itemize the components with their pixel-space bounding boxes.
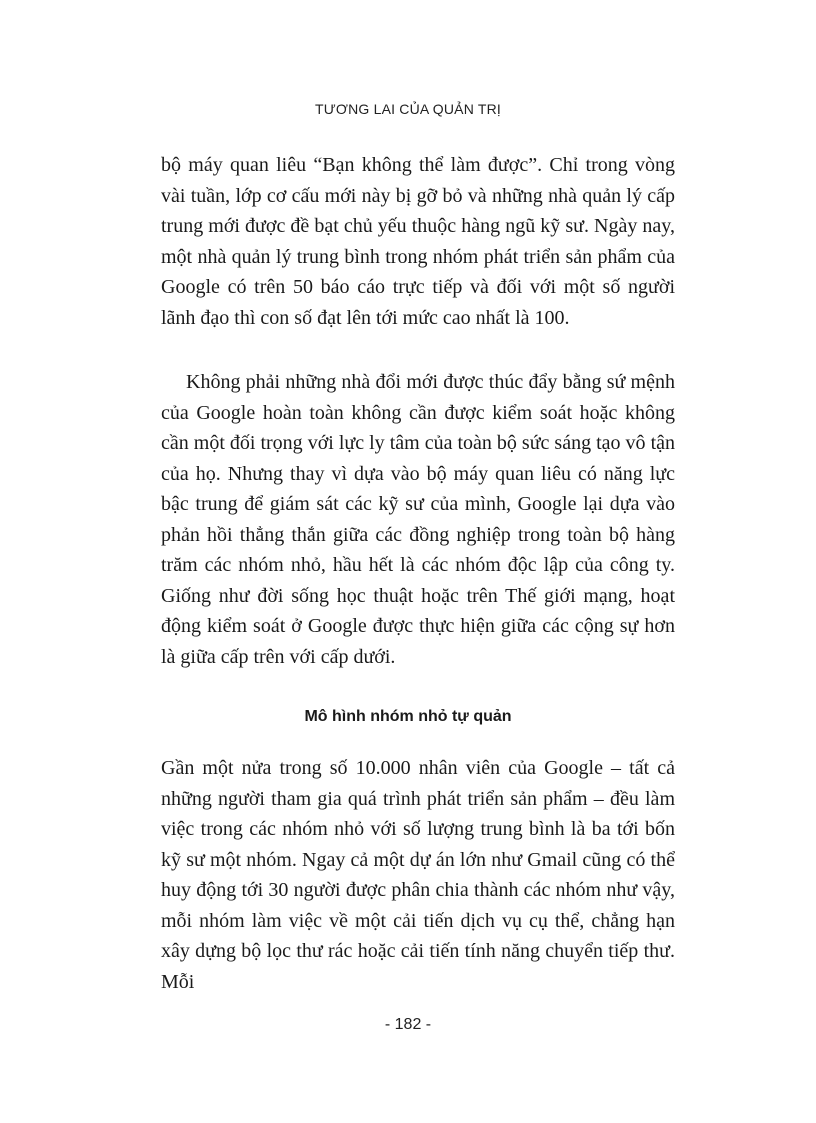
running-head: TƯƠNG LAI CỦA QUẢN TRỊ <box>314 101 502 117</box>
paragraph-text: Không phải những nhà đổi mới được thúc đẩy bằng sứ mệnh của Google hoàn toàn không cần được kiểm soát hoặc không cần một đối trọng với lực ly tâm của toàn bộ sức sáng tạo vô tận của họ. Nhưng thay vì dựa vào bộ máy quan liêu có năng lực bậc trung để giám sát các kỹ sư của mình, Google lại dựa vào phản hồi thẳng thắn giữa các đồng nghiệp trong toàn bộ hàng trăm các nhóm nhỏ, hầu hết là các nhóm độc lập của công ty. Giống như đời sống học thuật hoặc trên Thế giới mạng, hoạt động kiểm soát ở Google được thực hiện giữa các cộng sự hơn là giữa cấp trên với cấp dưới. <box>161 371 675 668</box>
paragraph-text: bộ máy quan liêu “Bạn không thể làm được”. Chỉ trong vòng vài tuần, lớp cơ cấu mới này bị gỡ bỏ và những nhà quản lý cấp trung mới được đề bạt chủ yếu thuộc hàng ngũ kỹ sư. Ngày nay, một nhà quản lý trung bình trong nhóm phát triển sản phẩm của Google có trên 50 báo cáo trực tiếp và đối với một số người lãnh đạo thì con số đạt lên tới mức cao nhất là 100. <box>161 154 675 329</box>
body-paragraph-3 <box>161 753 675 997</box>
body-paragraph-2 <box>161 367 675 672</box>
body-paragraph-1 <box>161 150 675 333</box>
paragraph-text: Gần một nửa trong số 10.000 nhân viên của Google – tất cả những người tham gia quá trình phát triển sản phẩm – đều làm việc trong các nhóm nhỏ với số lượng trung bình là ba tới bốn kỹ sư một nhóm. Ngay cả một dự án lớn như Gmail cũng có thể huy động tới 30 người được phân chia thành các nhóm như vậy, mỗi nhóm làm việc về một cải tiến dịch vụ cụ thể, chẳng hạn xây dựng bộ lọc thư rác hoặc cải tiến tính năng chuyển tiếp thư. Mỗi <box>161 757 675 993</box>
page-number: - 182 - <box>384 1016 432 1033</box>
section-heading: Mô hình nhóm nhỏ tự quản <box>304 708 512 725</box>
